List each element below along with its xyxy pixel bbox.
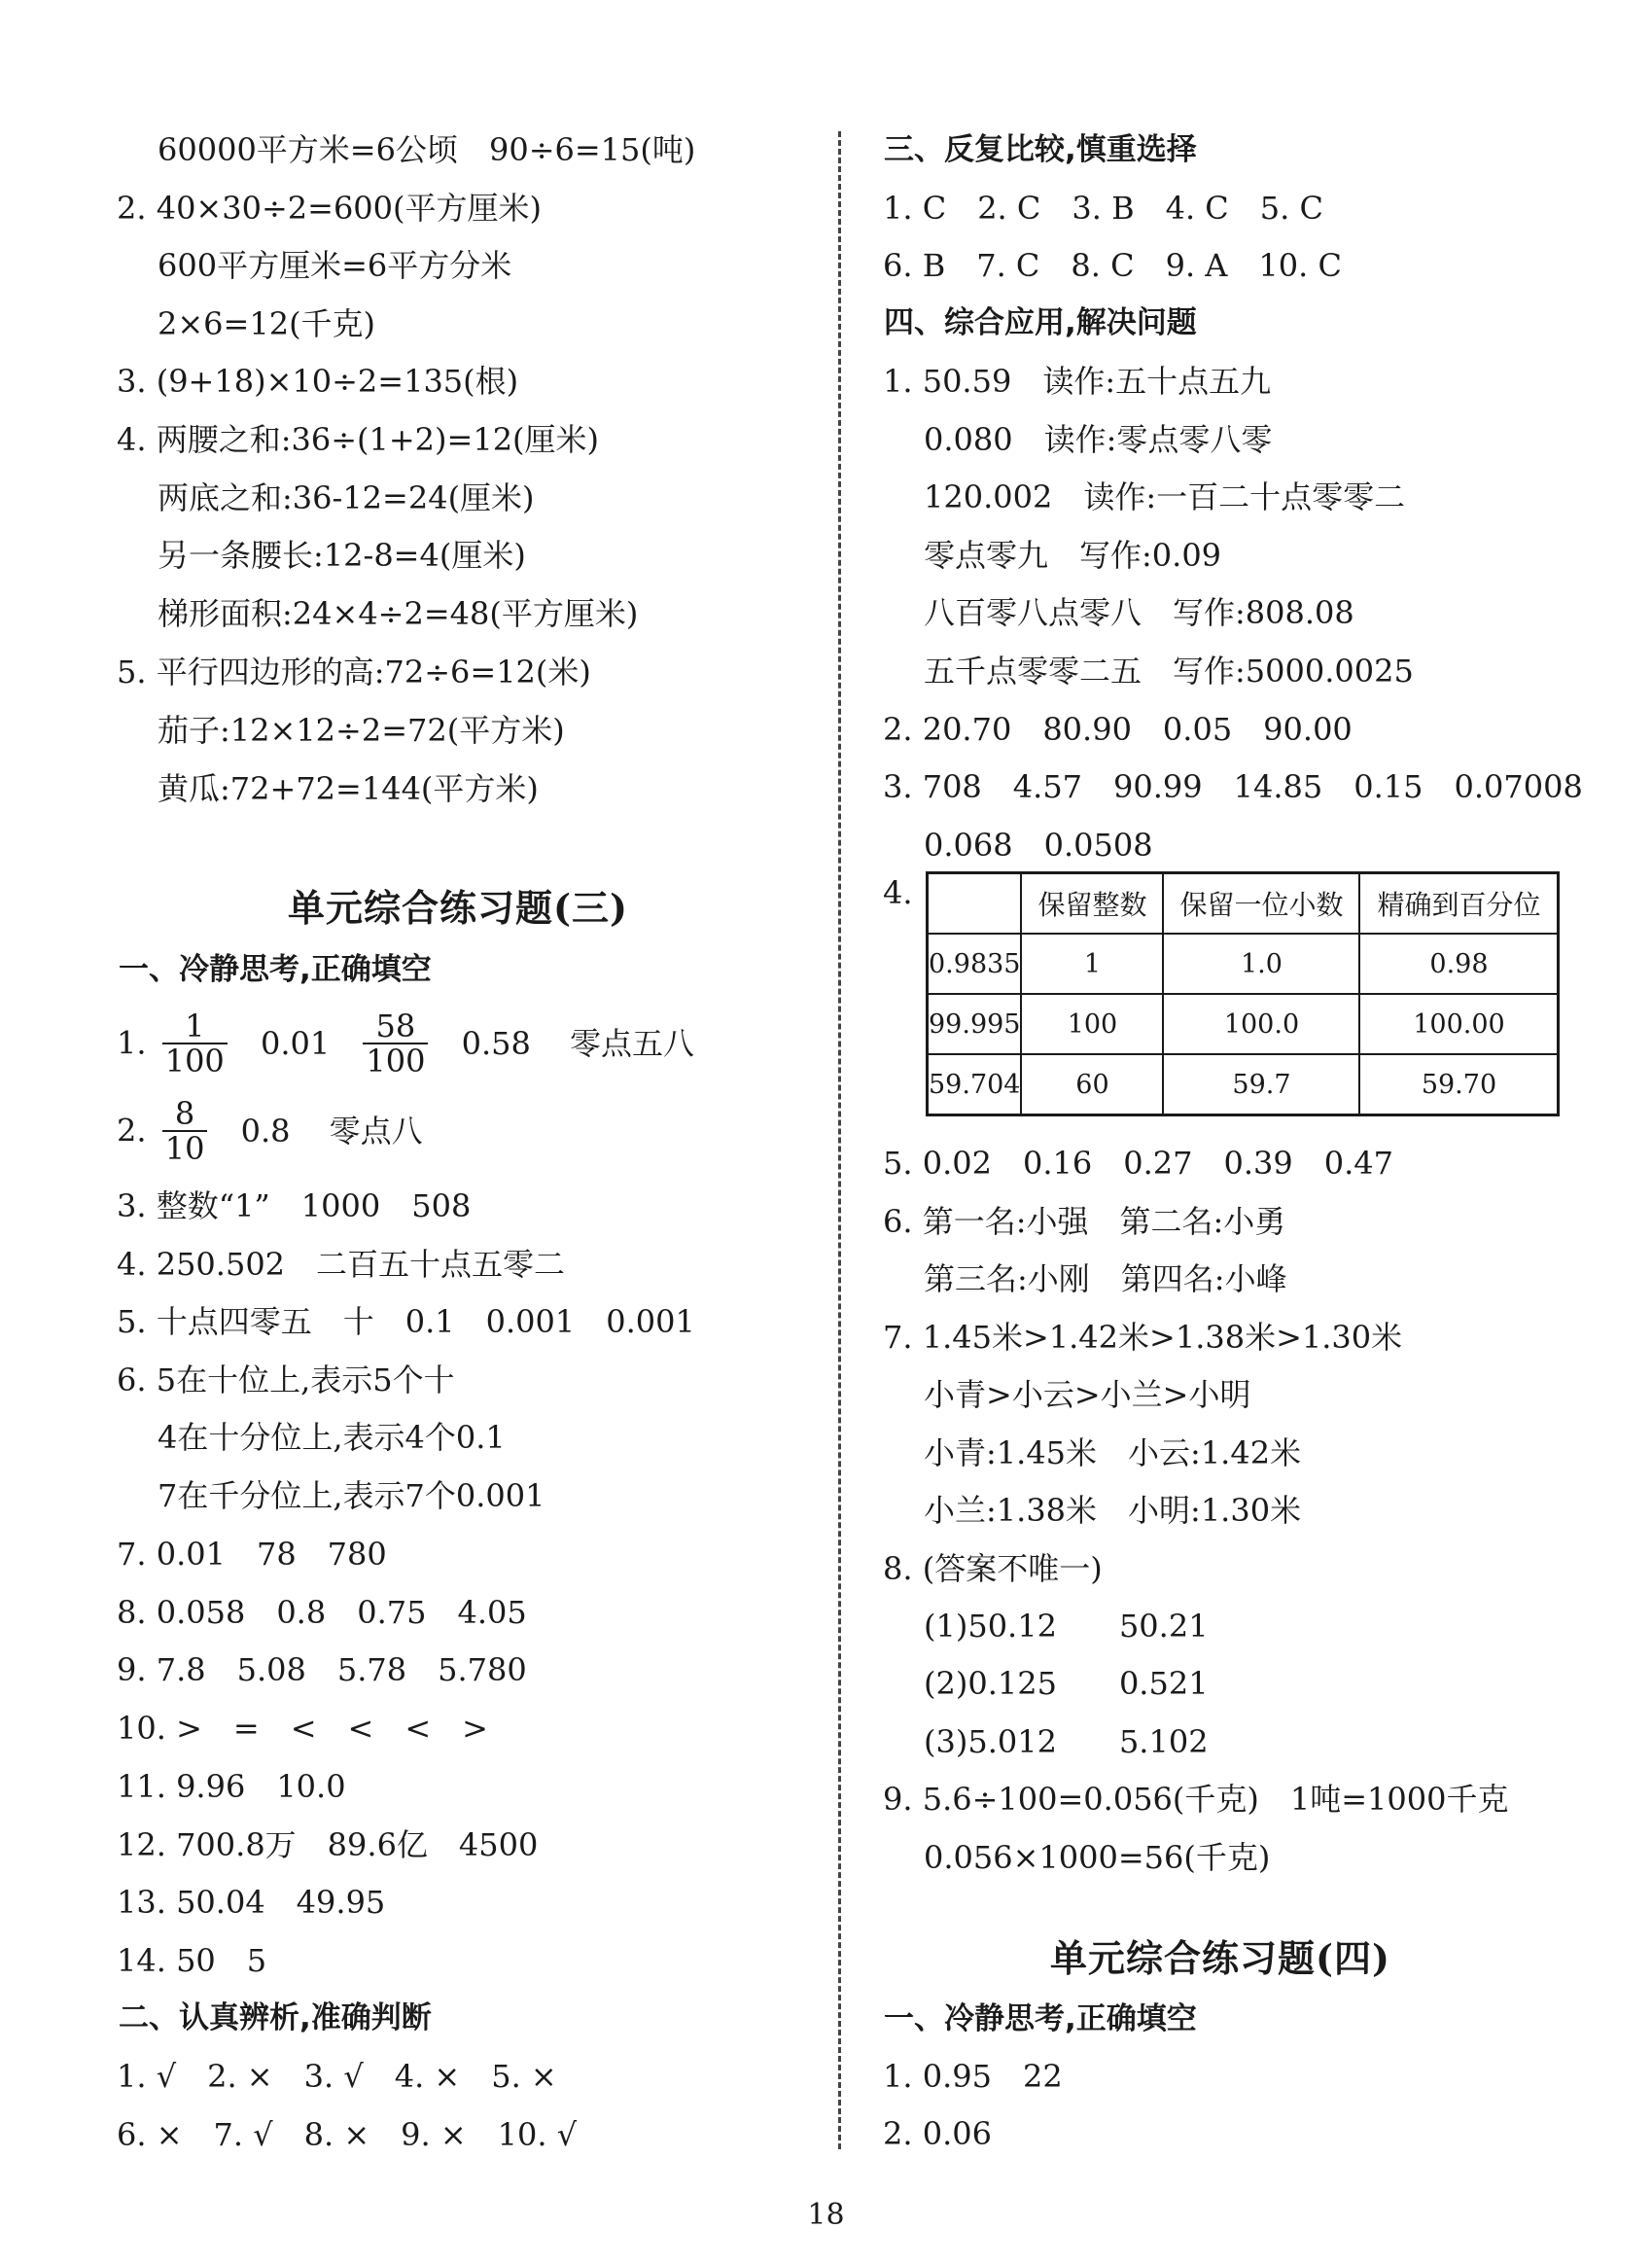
table-cell: 100.0	[1163, 994, 1359, 1054]
answer-line: 0.056×1000=56(千克)	[924, 1839, 1271, 1876]
q1-reading: 零点五八	[570, 1024, 695, 1062]
answer-line: 2×6=12(千克)	[158, 305, 376, 342]
answer-line: 小青>小云>小兰>小明	[924, 1376, 1251, 1413]
answer-line: 12. 700.8万 89.6亿 4500	[117, 1826, 539, 1863]
answer-line: 4在十分位上,表示4个0.1	[158, 1419, 506, 1456]
table-header-cell: 精确到百分位	[1359, 873, 1559, 935]
q2-reading: 零点八	[329, 1112, 423, 1150]
q1-value: 0.58	[461, 1024, 531, 1062]
answer-line: (2)0.125 0.521	[924, 1665, 1209, 1702]
answer-line: 5. 十点四零五 十 0.1 0.001 0.001	[117, 1303, 695, 1340]
unit4-section1-heading: 一、冷静思考,正确填空	[884, 2001, 1197, 2036]
answer-line: 黄瓜:72+72=144(平方米)	[158, 770, 539, 807]
answer-line: 5. 平行四边形的高:72÷6=12(米)	[117, 654, 591, 690]
table-header-cell	[928, 873, 1022, 935]
answer-line: 0.068 0.0508	[924, 827, 1153, 864]
answer-line: 第三名:小刚 第四名:小峰	[924, 1260, 1287, 1297]
answer-line: 14. 50 5	[117, 1942, 267, 1979]
table-header-cell: 保留整数	[1021, 873, 1163, 935]
table-header-row	[928, 873, 1559, 935]
q2-label: 2.	[117, 1112, 147, 1150]
section2-heading: 二、认真辨析,准确判断	[119, 2000, 432, 2035]
table-cell: 60	[1021, 1054, 1163, 1115]
q2-fraction-line	[117, 1089, 423, 1167]
answer-line: 600平方厘米=6平方分米	[158, 247, 512, 284]
answer-line: 9. 7.8 5.08 5.78 5.780	[117, 1651, 527, 1688]
table-cell: 59.70	[1359, 1054, 1559, 1115]
answer-line: 1. 0.95 22	[883, 2058, 1063, 2095]
fraction-denominator: 100	[366, 1042, 426, 1079]
fraction	[162, 1094, 208, 1167]
choice-line: 1. C 2. C 3. B 4. C 5. C	[883, 190, 1323, 227]
answer-line: 7. 1.45米>1.42米>1.38米>1.30米	[883, 1319, 1403, 1356]
answer-line: 八百零八点零八 写作:808.08	[924, 594, 1354, 631]
table-row	[928, 934, 1559, 994]
answer-line: 2. 0.06	[883, 2115, 992, 2152]
answer-line: 小兰:1.38米 小明:1.30米	[924, 1492, 1302, 1529]
q1-fraction-line	[117, 1002, 694, 1079]
fraction-numerator: 58	[363, 1009, 428, 1044]
fraction-numerator: 8	[162, 1097, 208, 1132]
q1-label: 1.	[117, 1024, 147, 1062]
unit3-title: 单元综合练习题(三)	[288, 886, 628, 930]
table-cell: 99.995	[928, 994, 1022, 1054]
table-cell: 100.00	[1359, 994, 1559, 1054]
answer-line: 13. 50.04 49.95	[117, 1884, 386, 1921]
answer-line: 梯形面积:24×4÷2=48(平方厘米)	[158, 595, 639, 632]
answer-line: 3. 708 4.57 90.99 14.85 0.15 0.07008	[883, 768, 1583, 805]
answer-line: 茄子:12×12÷2=72(平方米)	[158, 712, 565, 749]
section3-heading: 三、反复比较,慎重选择	[884, 132, 1197, 167]
column-divider	[838, 131, 841, 2149]
table-row	[928, 1054, 1559, 1115]
page-number: 18	[807, 2198, 845, 2232]
answer-line: 8. 0.058 0.8 0.75 4.05	[117, 1594, 527, 1631]
fraction-numerator: 1	[162, 1009, 228, 1044]
answer-line: 8. (答案不唯一)	[883, 1550, 1103, 1587]
answer-line: 5. 0.02 0.16 0.27 0.39 0.47	[883, 1145, 1393, 1182]
answer-line: (1)50.12 50.21	[924, 1608, 1209, 1645]
answer-line: 11. 9.96 10.0	[117, 1768, 346, 1805]
table-header-cell: 保留一位小数	[1163, 873, 1359, 935]
table-cell: 100	[1021, 994, 1163, 1054]
judge-line: 6. × 7. √ 8. × 9. × 10. √	[117, 2116, 578, 2153]
answer-line: 1. 50.59 读作:五十点五九	[883, 363, 1272, 400]
answer-line: 60000平方米=6公顷 90÷6=15(吨)	[158, 131, 696, 168]
answer-line: 10. > = < < < >	[117, 1710, 488, 1747]
q2-value: 0.8	[240, 1112, 291, 1150]
judge-line: 1. √ 2. × 3. √ 4. × 5. ×	[117, 2058, 557, 2095]
table-cell: 59.7	[1163, 1054, 1359, 1115]
fraction	[363, 1009, 428, 1078]
answer-line: 4. 250.502 二百五十点五零二	[117, 1246, 566, 1283]
answer-line: 9. 5.6÷100=0.056(千克) 1吨=1000千克	[883, 1781, 1509, 1818]
answer-line: 6. 5在十位上,表示5个十	[117, 1362, 455, 1398]
answer-line: 4. 两腰之和:36÷(1+2)=12(厘米)	[117, 421, 600, 458]
answer-line: 3. (9+18)×10÷2=135(根)	[117, 363, 519, 400]
answer-line: 小青:1.45米 小云:1.42米	[924, 1434, 1302, 1471]
section4-heading: 四、综合应用,解决问题	[884, 305, 1197, 340]
answer-line: 另一条腰长:12-8=4(厘米)	[158, 537, 526, 574]
answer-line: 2. 40×30÷2=600(平方厘米)	[117, 190, 542, 227]
answer-line: 120.002 读作:一百二十点零零二	[924, 478, 1406, 515]
answer-line: 2. 20.70 80.90 0.05 90.00	[883, 711, 1353, 748]
table-cell: 1	[1021, 934, 1163, 994]
rounding-table	[926, 871, 1560, 1116]
answer-line: 零点零九 写作:0.09	[924, 537, 1222, 574]
section1-heading: 一、冷静思考,正确填空	[119, 952, 432, 987]
answer-line: 两底之和:36-12=24(厘米)	[158, 479, 535, 516]
fraction-denominator: 100	[164, 1042, 225, 1079]
answer-line: 0.080 读作:零点零八零	[924, 421, 1273, 458]
table-row	[928, 994, 1559, 1054]
fraction	[162, 1009, 228, 1078]
answer-line: 7在千分位上,表示7个0.001	[158, 1477, 545, 1514]
choice-line: 6. B 7. C 8. C 9. A 10. C	[883, 247, 1342, 284]
table-cell: 1.0	[1163, 934, 1359, 994]
q4-label: 4.	[883, 874, 913, 911]
answer-line: 7. 0.01 78 780	[117, 1536, 387, 1573]
fraction-denominator: 10	[164, 1129, 205, 1167]
answer-line: 3. 整数“1” 1000 508	[117, 1187, 472, 1224]
unit4-title: 单元综合练习题(四)	[1050, 1936, 1390, 1980]
table-cell: 0.9835	[928, 934, 1022, 994]
table-cell: 0.98	[1359, 934, 1559, 994]
answer-line: 6. 第一名:小强 第二名:小勇	[883, 1203, 1286, 1240]
table-cell: 59.704	[928, 1054, 1022, 1115]
answer-line: 五千点零零二五 写作:5000.0025	[924, 653, 1414, 690]
answer-line: (3)5.012 5.102	[924, 1723, 1209, 1760]
q1-value: 0.01	[260, 1024, 331, 1062]
